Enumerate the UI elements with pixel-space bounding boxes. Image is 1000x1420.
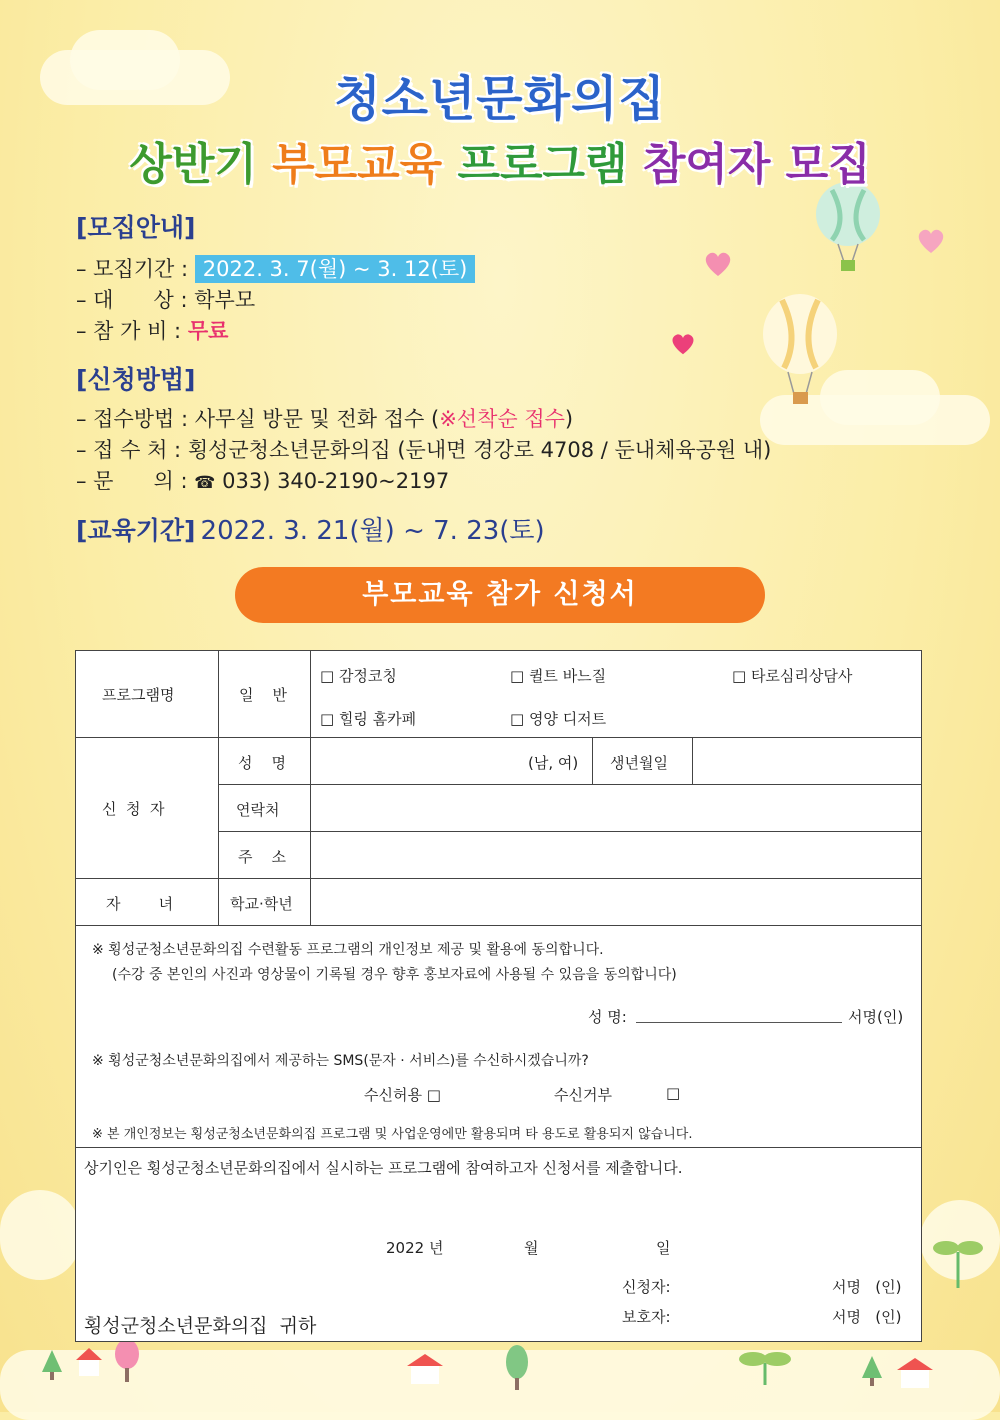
gender-text[interactable]: (남, 여) [528, 754, 579, 772]
recruit-period [76, 253, 475, 283]
fee-label: – 참 가 비 : [76, 319, 182, 343]
cloud-decoration [0, 1350, 1000, 1420]
sprout-icon [930, 1228, 986, 1288]
page-title: 청소년문화의집 [334, 71, 666, 127]
birth-label: 생년월일 [610, 754, 668, 772]
guardian-sign-mark[interactable]: 서명 (인) [832, 1308, 902, 1326]
target-label: – 대 상 : [76, 288, 188, 312]
house-icon [74, 1346, 104, 1378]
declaration-text: 상기인은 횡성군청소년문화의집에서 실시하는 프로그램에 참여하고자 신청서를 제출합니다. [84, 1159, 683, 1177]
school-input[interactable] [312, 880, 920, 924]
sprout-icon [735, 1345, 795, 1385]
page-subtitle [0, 128, 1000, 192]
heart-icon [916, 226, 946, 256]
method-close: ) [564, 407, 574, 431]
period-label: – 모집기간 : [76, 257, 189, 281]
date-day[interactable]: 일 [656, 1239, 671, 1257]
subtitle-part: 참여자 모집 [642, 139, 871, 190]
general-label: 일 반 [239, 686, 288, 704]
applicant-header: 신 청 자 [102, 800, 165, 818]
fee-value: 무료 [187, 319, 229, 343]
period-value: 2022. 3. 7(월) ~ 3. 12(토) [195, 255, 476, 283]
target-value: 학부모 [194, 288, 256, 312]
option-quilt-sewing[interactable]: □ 퀼트 바느질 [510, 667, 607, 685]
phone-icon: ☎ [194, 473, 216, 493]
date-month[interactable]: 월 [524, 1239, 539, 1257]
addressee: 횡성군청소년문화의집 귀하 [84, 1315, 317, 1337]
education-value: 2022. 3. 21(월) ~ 7. 23(토) [200, 516, 545, 546]
tree-icon [504, 1344, 530, 1392]
consent-line-1: ※ 횡성군청소년문화의집 수련활동 프로그램의 개인정보 제공 및 활용에 동의합니다. [92, 942, 604, 958]
heart-icon [703, 250, 733, 278]
applicant-sign-label: 신청자: [622, 1278, 671, 1296]
cloud-decoration [0, 1190, 80, 1280]
hot-air-balloon-icon [760, 292, 840, 410]
house-icon [895, 1356, 935, 1390]
hot-air-balloon-icon [812, 180, 884, 275]
apply-contact [76, 465, 449, 495]
sms-question: ※ 횡성군청소년문화의집에서 제공하는 SMS(문자 · 서비스)를 수신하시겠습니까? [92, 1053, 589, 1069]
address-input[interactable] [312, 833, 920, 877]
sign-name-label: 성 명: [588, 1008, 627, 1026]
name-input[interactable] [312, 739, 522, 783]
method-value: 사무실 방문 및 전화 접수 ( [194, 407, 440, 431]
education-period [76, 510, 545, 547]
program-header: 프로그램명 [102, 686, 175, 704]
phone-input[interactable] [312, 786, 920, 830]
tree-icon [40, 1348, 64, 1382]
tree-icon [860, 1354, 884, 1388]
recruit-heading: [모집안내] [76, 213, 196, 242]
option-tarot-counselor[interactable]: □ 타로심리상담사 [732, 667, 853, 685]
contact-label: – 문 의 : [76, 469, 188, 493]
consent-line-2: (수강 중 본인의 사진과 영상물이 기록될 경우 향후 홍보자료에 사용될 수 있음을 동의합니다) [112, 967, 677, 983]
option-healing-homecafe[interactable]: □ 힐링 홈카페 [320, 710, 417, 728]
guardian-sign-label: 보호자: [622, 1308, 671, 1326]
date-year[interactable]: 2022 년 [386, 1239, 444, 1257]
sms-reject-label: 수신거부 [554, 1086, 612, 1104]
apply-place [76, 434, 771, 464]
contact-value: 033) 340-2190~2197 [222, 469, 450, 493]
option-emotion-coaching[interactable]: □ 감정코칭 [320, 667, 397, 685]
house-icon [405, 1352, 445, 1386]
applicant-sign-mark[interactable]: 서명 (인) [832, 1278, 902, 1296]
subtitle-part: 부모교육 [272, 139, 443, 190]
school-label: 학교·학년 [230, 895, 293, 913]
recruit-target [76, 284, 255, 314]
sign-suffix: 서명(인) [848, 1008, 904, 1026]
sms-accept-checkbox[interactable]: 수신허용 □ [364, 1086, 441, 1104]
heart-icon [670, 332, 696, 356]
subtitle-part: 프로그램 [457, 139, 628, 190]
birth-input[interactable] [694, 739, 920, 783]
method-label: – 접수방법 : [76, 407, 189, 431]
application-form [75, 650, 922, 1342]
place-label: – 접 수 처 : [76, 438, 182, 462]
apply-method [76, 403, 573, 433]
method-note: ※선착순 접수 [439, 407, 565, 431]
child-header: 자 녀 [106, 895, 174, 913]
sms-reject-checkbox[interactable]: □ [666, 1084, 681, 1102]
address-label: 주 소 [238, 848, 287, 866]
phone-label: 연락처 [236, 801, 280, 819]
tree-icon [113, 1338, 141, 1384]
form-title: 부모교육 참가 신청서 [235, 567, 765, 623]
sign-name-line[interactable] [636, 1022, 842, 1023]
name-label: 성 명 [238, 754, 287, 772]
place-value: 횡성군청소년문화의집 (둔내면 경강로 4708 / 둔내체육공원 내) [187, 438, 772, 462]
option-nutrition-dessert[interactable]: □ 영양 디저트 [510, 710, 607, 728]
education-label: [교육기간] [76, 516, 196, 545]
subtitle-part: 상반기 [129, 139, 257, 190]
apply-heading: [신청방법] [76, 365, 196, 394]
recruit-fee [76, 315, 228, 345]
privacy-note: ※ 본 개인정보는 횡성군청소년문화의집 프로그램 및 사업운영에만 활용되며 타 용도로 활용되지 않습니다. [92, 1127, 693, 1142]
